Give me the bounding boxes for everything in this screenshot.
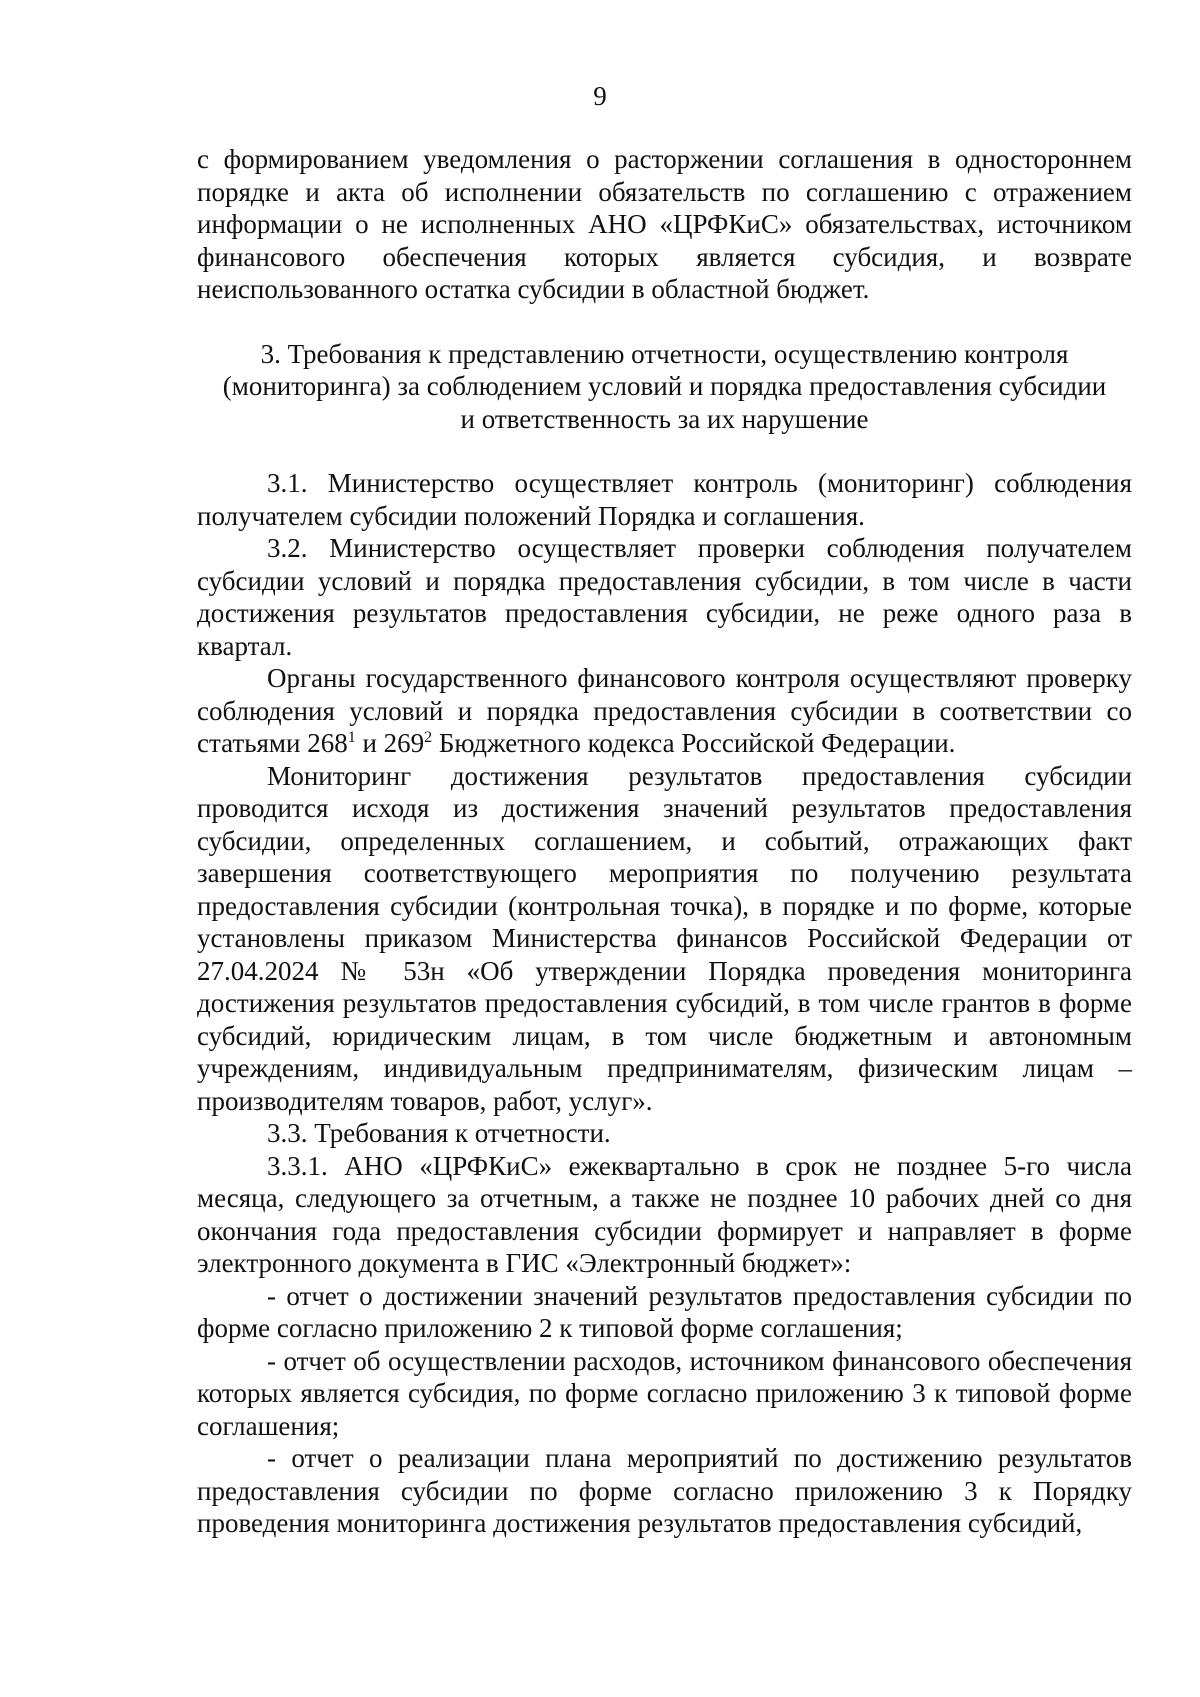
text-fragment: Бюджетного кодекса Российской Федерации. — [432, 728, 956, 758]
section-title — [197, 338, 1132, 436]
paragraph-financial-control — [197, 662, 1132, 760]
text-fragment: и 269 — [355, 728, 425, 758]
page-number: 9 — [593, 81, 607, 111]
section-title-line: и ответственность за их нарушение — [460, 403, 869, 434]
superscript: 1 — [347, 729, 356, 746]
list-item: - отчет о реализации плана мероприятий по достижению результатов предоставления субсидии по форме согласно приложению 3 к Порядку проведения мониторинга достижения результатов предоставления субсидий, — [197, 1443, 1132, 1538]
intro-paragraph: с формированием уведомления о расторжении соглашения в одностороннем порядке и акта об исполнении обязательств по соглашению с отражением информации о не исполненных АНО «ЦРФКиС» обязательствах, источником финансового обеспечения которых является субсидия, и возврате неиспользованного остатка субсидии в областной бюджет. — [197, 144, 1132, 304]
superscript: 2 — [424, 729, 433, 746]
paragraph-monitoring: Мониторинг достижения результатов предоставления субсидии проводится исходя из достижения значений результатов предоставления субсидии, определенных соглашением, и событий, отражающих факт завершения соответствующего мероприятия по получению результата предоставления субсидии (контрольная точка), в порядке и по форме, которые установлены приказом Министерства финансов Российской Федерации от 27.04.2024 № 53н «Об утверждении Порядка проведения мониторинга достижения результатов предоставления субсидий, в том числе грантов в форме субсидий, юридическим лицам, в том числе бюджетным и автономным учреждениям, индивидуальным предпринимателям, физическим лицам – производителям товаров, работ, услуг». — [197, 760, 1132, 1116]
document-body — [197, 143, 1132, 1540]
section-title-line: 3. Требования к представлению отчетности, осуществлению контроля — [260, 338, 1069, 369]
paragraph-3-1: 3.1. Министерство осуществляет контроль (мониторинг) соблюдения получателем субсидии положений Порядка и соглашения. — [197, 468, 1132, 531]
section-title-line: (мониторинга) за соблюдением условий и порядка предоставления субсидии — [222, 371, 1107, 401]
paragraph-3-3: 3.3. Требования к отчетности. — [267, 1118, 611, 1148]
list-item: - отчет об осуществлении расходов, источником финансового обеспечения которых является субсидия, по форме согласно приложению 3 к типовой форме соглашения; — [197, 1345, 1132, 1441]
paragraph-3-3-1: 3.3.1. АНО «ЦРФКиС» ежеквартально в срок не позднее 5-го числа месяца, следующего за отчетным, а также не позднее 10 рабочих дней со дня окончания года предоставления субсидии формирует и направляет в форме электронного документа в ГИС «Электронный бюджет»: — [197, 1150, 1132, 1278]
paragraph-3-2: 3.2. Министерство осуществляет проверки соблюдения получателем субсидии условий и порядка предоставления субсидии, в том числе в части достижения результатов предоставления субсидии, не реже одного раза в квартал. — [197, 533, 1132, 661]
text-fragment: Органы государственного финансового контроля осуществляют проверку соблюдения условий и порядка предоставления субсидии в соответствии со статьями 268 — [197, 663, 1132, 758]
list-item: - отчет о достижении значений результатов предоставления субсидии по форме согласно приложению 2 к типовой форме соглашения; — [197, 1280, 1132, 1343]
